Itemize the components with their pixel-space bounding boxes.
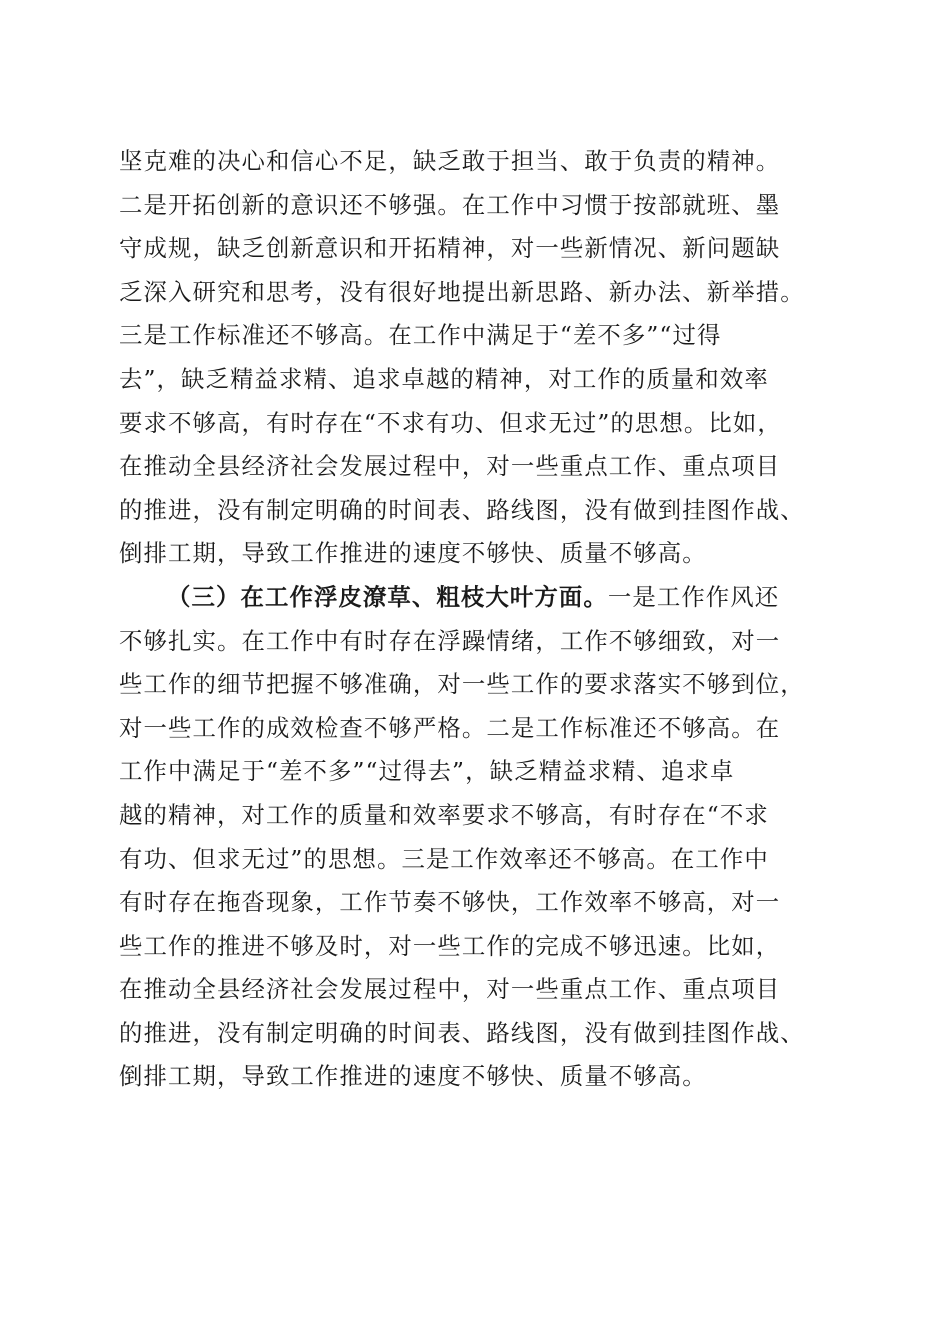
text-line: 些工作的推进不够及时，对一些工作的完成不够迅速。比如， — [119, 931, 781, 960]
text-line: 去”，缺乏精益求精、追求卓越的精神，对工作的质量和效率 — [119, 364, 769, 393]
document-body — [119, 140, 839, 1099]
section-3-first-line-text: 一是工作作风还 — [607, 582, 780, 611]
text-line: 要求不够高，有时存在“不求有功、但求无过”的思想。比如， — [119, 408, 782, 437]
text-line: 有功、但求无过”的思想。三是工作效率还不够高。在工作中 — [119, 844, 769, 873]
text-line: 工作中满足于“差不多”“过得去”，缺乏精益求精、追求卓 — [119, 757, 735, 786]
text-line: 在推动全县经济社会发展过程中，对一些重点工作、重点项目 — [119, 452, 781, 481]
text-line: 倒排工期，导致工作推进的速度不够快、质量不够高。 — [119, 539, 707, 568]
text-line: 有时存在拖沓现象，工作节奏不够快，工作效率不够高，对一 — [119, 888, 781, 917]
text-line: 守成规，缺乏创新意识和开拓精神，对一些新情况、新问题缺 — [119, 234, 781, 263]
text-line: 些工作的细节把握不够准确，对一些工作的要求落实不够到位， — [119, 670, 805, 699]
section-3-heading: （三）在工作浮皮潦草、粗枝大叶方面。 — [167, 582, 608, 611]
text-line: 三是工作标准还不够高。在工作中满足于“差不多”“过得 — [119, 321, 722, 350]
text-line: 在推动全县经济社会发展过程中，对一些重点工作、重点项目 — [119, 975, 781, 1004]
text-line: 倒排工期，导致工作推进的速度不够快、质量不够高。 — [119, 1062, 707, 1091]
text-line: 坚克难的决心和信心不足，缺乏敢于担当、敢于负责的精神。 — [119, 147, 781, 175]
section-3-first-line — [119, 576, 839, 620]
text-line: 二是开拓创新的意识还不够强。在工作中习惯于按部就班、墨 — [119, 190, 781, 219]
text-line: 的推进，没有制定明确的时间表、路线图，没有做到挂图作战、 — [119, 495, 805, 524]
text-line: 不够扎实。在工作中有时存在浮躁情绪，工作不够细致，对一 — [119, 626, 781, 655]
text-line: 对一些工作的成效检查不够严格。二是工作标准还不够高。在 — [119, 713, 781, 742]
text-line: 越的精神，对工作的质量和效率要求不够高，有时存在“不求 — [119, 800, 769, 829]
text-line: 的推进，没有制定明确的时间表、路线图，没有做到挂图作战、 — [119, 1018, 805, 1047]
text-line: 乏深入研究和思考，没有很好地提出新思路、新办法、新举措。 — [119, 277, 805, 306]
